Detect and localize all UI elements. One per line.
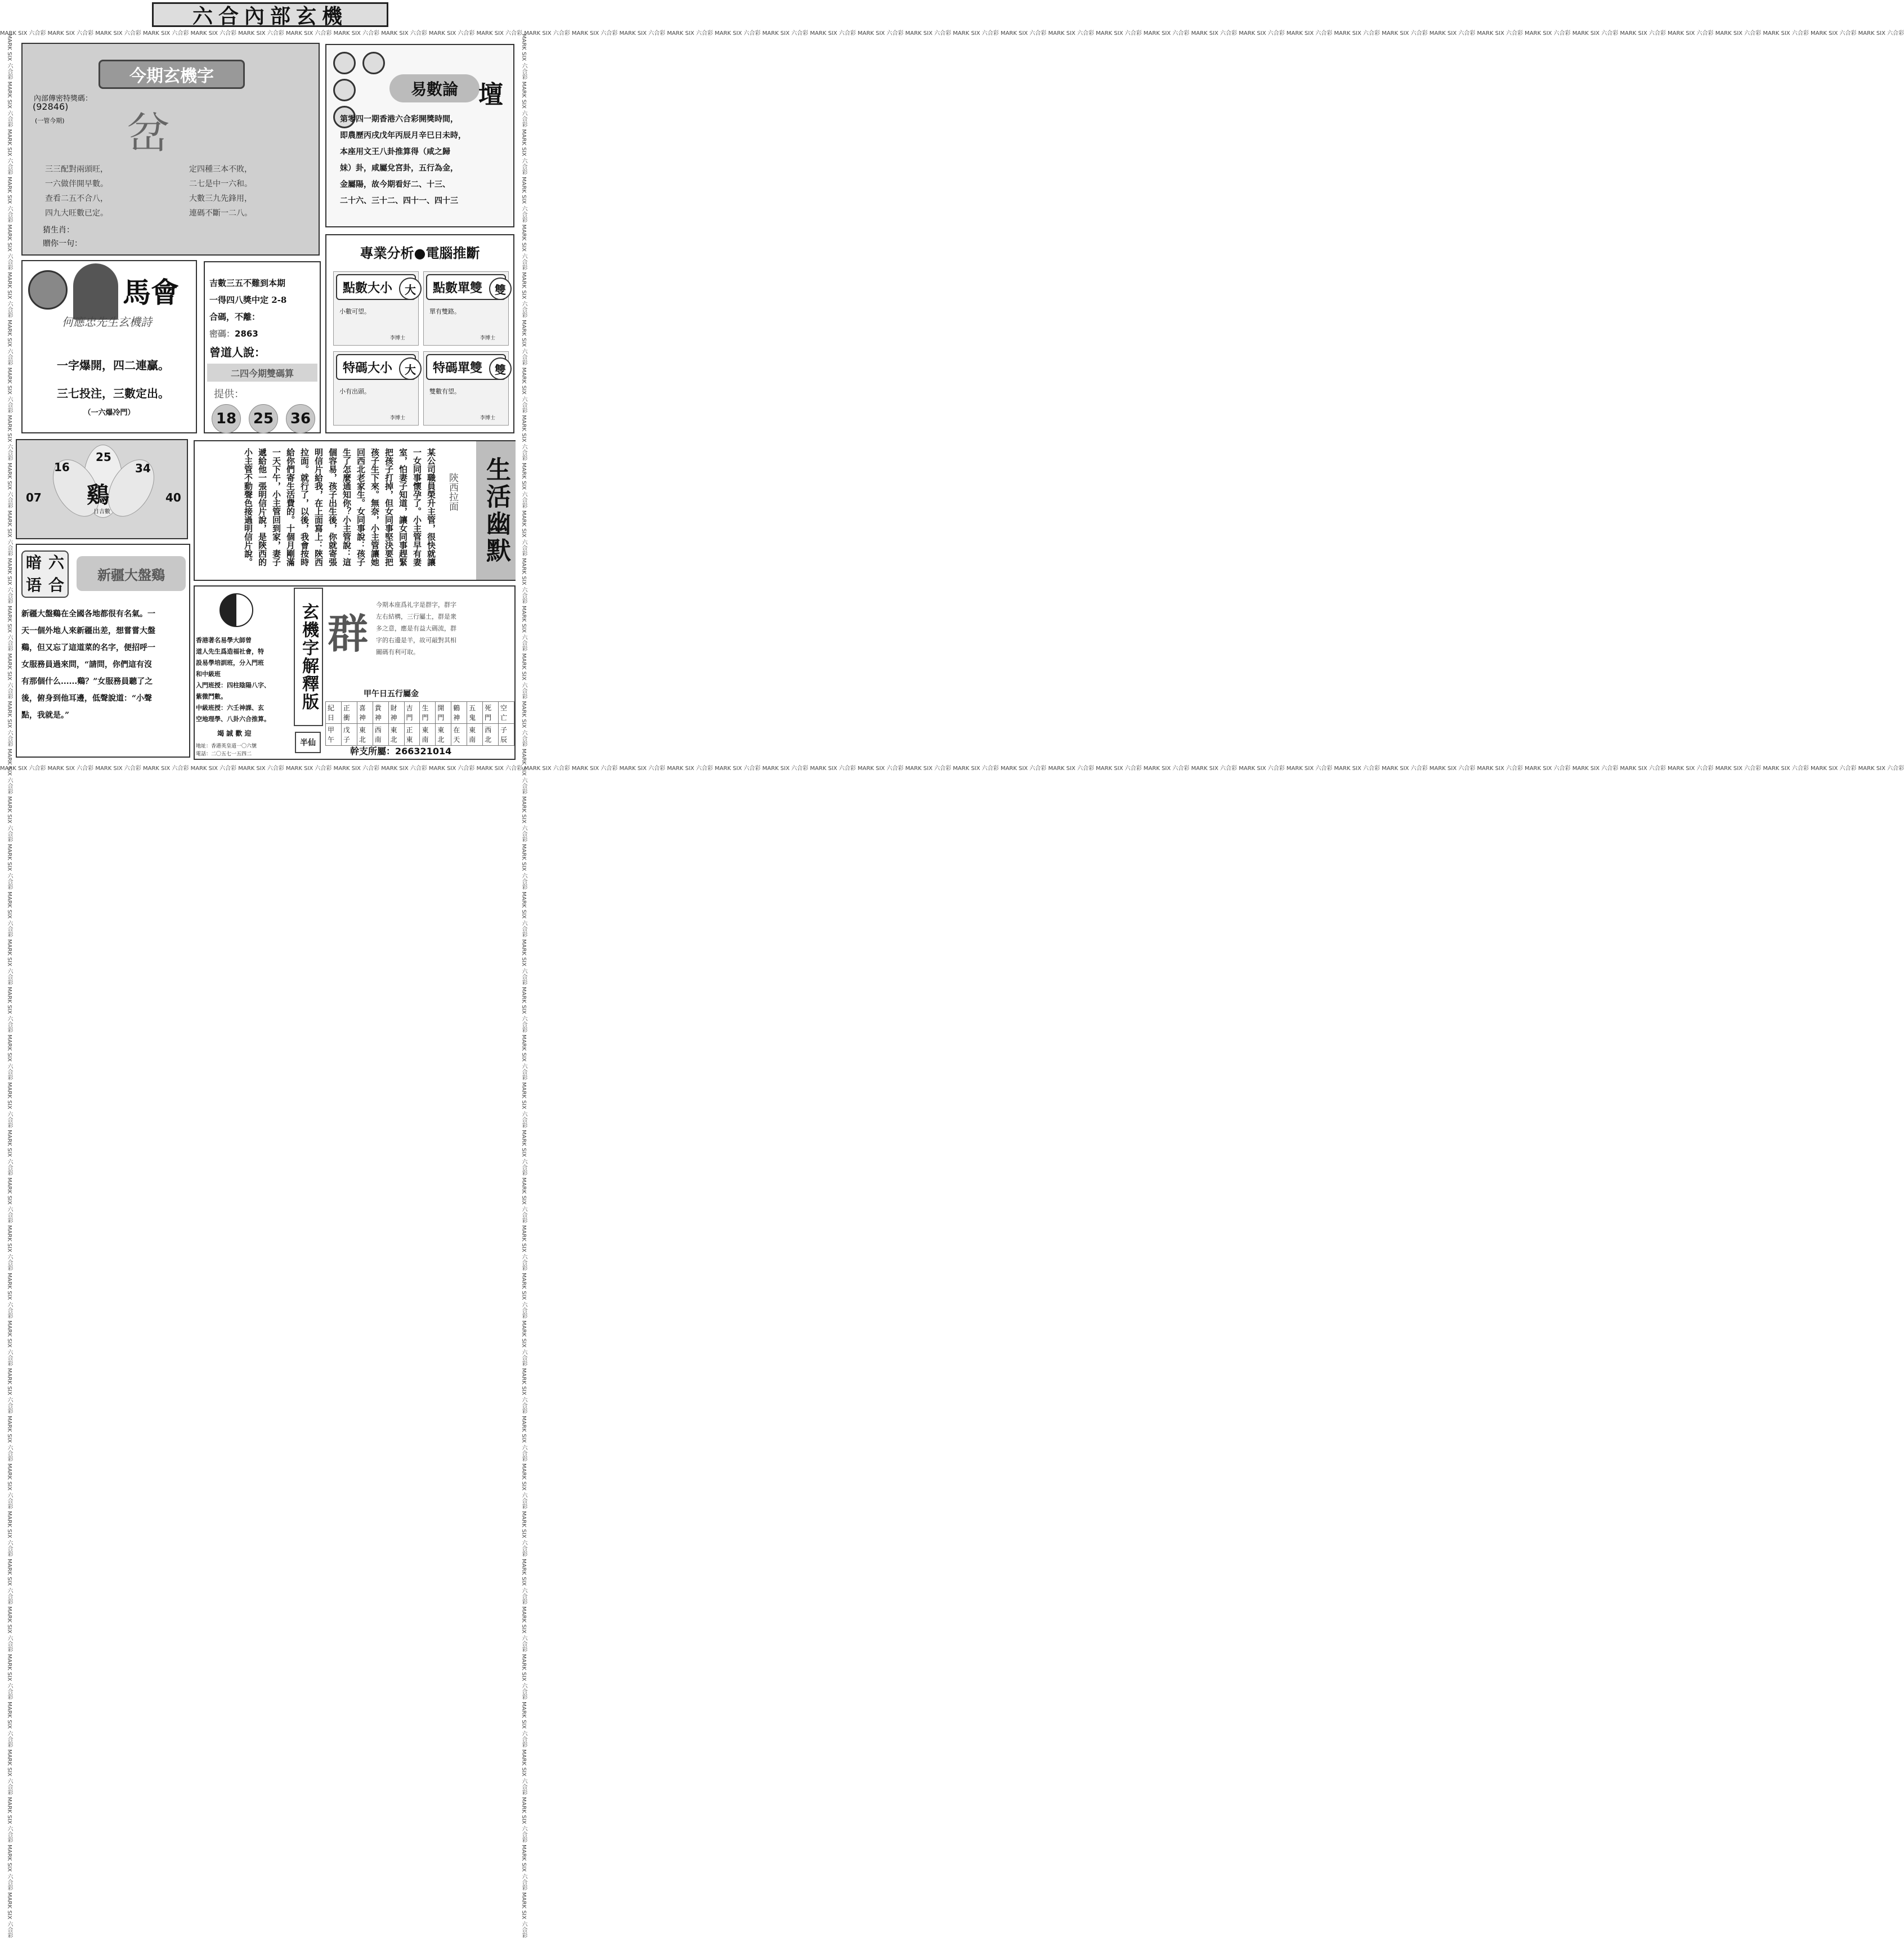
humor-column: 明信片給我，在上面寫上：陝西 [313,448,324,566]
anyu-line: 有那個什么......鷄？”女服務員聽了之 [21,677,153,686]
explain-desc [376,599,514,658]
analysis-box-badge: 雙 [489,357,512,380]
middle-shuang: 二四今期雙碼算 [207,364,317,382]
yinyang-icon [219,593,253,627]
table-cell: 在天 [451,724,467,746]
explain-master-line: 和中級班 [196,670,221,678]
xuanji-code-note: (一管今期) [35,117,65,124]
table-header: 吉門 [404,702,420,724]
analysis-box-title: 點數大小 [336,274,416,300]
humor-title: 生活幽默 [476,441,516,580]
anyu-line: 鷄，但又忘了這道菜的名字，便招呼一 [21,643,155,652]
xuanji-left-line: 一六做伴開早數。 [45,180,108,189]
analysis-box-sign: 李博士 [480,335,496,341]
humor-panel [194,440,516,581]
coin-icon [333,52,356,74]
mahui-note: （一六爆冷門） [83,409,135,417]
table-header: 喜神 [357,702,373,724]
anyu-badge-char: 六 [48,553,64,572]
explain-footer [350,744,451,757]
table-header: 空亡 [498,702,514,724]
analysis-title: 專業分析●電腦推斷 [360,245,480,261]
number-ball: 36 [286,404,315,433]
analysis-box-text: 小有出頭。 [339,388,370,395]
table-header: 貴神 [373,702,388,724]
table-cell: 正東 [404,724,420,746]
yishu-line: 本座用文王八卦推算得（咸之歸 [340,147,450,156]
explain-master-line: 香港著名易學大師曾 [196,637,252,644]
middle-panel [204,261,321,433]
mahui-poem-line: 一字爆開，四二連贏。 [57,359,169,372]
anyu-badge-char: 合 [48,576,64,594]
anyu-line: 新疆大盤鷄在全國各地都很有名氣。一 [21,610,155,619]
humor-column: 小主管不動聲色接過明信片說。 [243,448,253,566]
number-ball: 18 [212,404,241,433]
anyu-line: 女服務員過來問，“請問，你們這有沒 [21,660,153,669]
anyu-line: 天一個外地人來新疆出差，想嘗嘗大盤 [21,626,155,635]
table-header: 死門 [483,702,499,724]
border-left: MARK SIX 六合彩 MARK SIX 六合彩 MARK SIX 六合彩 MARK SIX 六合彩 MARK SIX 六合彩 MARK SIX 六合彩 MARK SIX 六合彩 MARK SIX 六合彩 MARK SIX 六合彩 MARK SIX 六合彩 MARK SIX 六合彩 MARK SIX 六合彩 MARK SIX 六合彩 MARK SIX 六合彩 MARK SIX 六合彩 MARK SIX 六合彩 MARK SIX 六合彩 MARK SIX 六合彩 MARK SIX 六合彩 MARK SIX 六合彩 MARK SIX 六合彩 MARK SIX 六合彩 MARK SIX 六合彩 MARK SIX 六合彩 MARK SIX 六合彩 MARK SIX 六合彩 MARK SIX 六合彩 MARK SIX 六合彩 MARK SIX 六合彩 MARK SIX 六合彩 MARK SIX 六合彩 MARK SIX 六合彩 MARK SIX 六合彩 MARK SIX 六合彩 MARK SIX 六合彩 MARK SIX 六合彩 MARK SIX 六合彩 MARK SIX 六合彩 MARK SIX 六合彩 MARK SIX 六合彩 [6,34,12,1938]
analysis-box-sign: 李博士 [390,335,406,341]
anyu-line: 點，我就是。” [21,711,70,720]
humor-column: 個容易，孩子出生後，你就寄張 [328,448,338,566]
anyu-badge-char: 暗 [25,553,42,572]
humor-columns [241,448,438,575]
explain-phone: 電話：二〇五七一五四二 [196,751,252,757]
explain-master-line: 紫微鬥數。 [196,693,227,700]
explain-master [196,635,292,725]
humor-column: 一女同事懷孕了。小主管早有妻 [412,448,422,566]
analysis-box-title: 特碼單雙 [426,354,506,380]
analysis-panel [325,234,514,433]
analysis-box-sign: 李博士 [480,415,496,421]
xuanji-panel [21,43,320,256]
xuanji-left-line: 三三配對兩頭旺， [45,165,108,174]
humor-column: 某公司職員榮升主管，很快就讓 [426,448,436,566]
lotus-number: 07 [26,491,42,504]
coin-icon [333,79,356,101]
lotus-number: 40 [165,491,181,504]
explain-stamp: 半仙 [295,732,321,753]
yishu-text [340,111,512,209]
humor-column: 遞給他一張明信片說，是陝西的 [257,448,267,566]
table-header: 紀日 [326,702,342,724]
mahui-logo-icon [28,270,68,310]
analysis-box-title: 特碼大小 [336,354,416,380]
explain-footer-value: 266321014 [395,746,452,757]
explain-desc-line: 字的右邊是羊，故可敲對其相 [376,637,456,644]
lotus-number: 34 [135,462,151,475]
middle-secret-value: 2863 [235,329,258,339]
humor-column: 給你們寄生活費的。十個月剛滿 [285,448,295,566]
coin-icon [362,52,385,74]
table-cell: 甲午 [326,724,342,746]
border-right: MARK SIX 六合彩 MARK SIX 六合彩 MARK SIX 六合彩 MARK SIX 六合彩 MARK SIX 六合彩 MARK SIX 六合彩 MARK SIX 六合彩 MARK SIX 六合彩 MARK SIX 六合彩 MARK SIX 六合彩 MARK SIX 六合彩 MARK SIX 六合彩 MARK SIX 六合彩 MARK SIX 六合彩 MARK SIX 六合彩 MARK SIX 六合彩 MARK SIX 六合彩 MARK SIX 六合彩 MARK SIX 六合彩 MARK SIX 六合彩 MARK SIX 六合彩 MARK SIX 六合彩 MARK SIX 六合彩 MARK SIX 六合彩 MARK SIX 六合彩 MARK SIX 六合彩 MARK SIX 六合彩 MARK SIX 六合彩 MARK SIX 六合彩 MARK SIX 六合彩 MARK SIX 六合彩 MARK SIX 六合彩 MARK SIX 六合彩 MARK SIX 六合彩 MARK SIX 六合彩 MARK SIX 六合彩 MARK SIX 六合彩 MARK SIX 六合彩 MARK SIX 六合彩 MARK SIX 六合彩 [521,34,527,1938]
humor-column: 回西北老家生。女同事說：孩子 [356,448,366,566]
explain-master-line: 設易學培訓班，分入門班 [196,659,264,666]
border-bottom: MARK SIX 六合彩 MARK SIX 六合彩 MARK SIX 六合彩 MARK SIX 六合彩 MARK SIX 六合彩 MARK SIX 六合彩 MARK SIX 六合彩 MARK SIX 六合彩 MARK SIX 六合彩 MARK SIX 六合彩 MARK SIX 六合彩 MARK SIX 六合彩 MARK SIX 六合彩 MARK SIX 六合彩 MARK SIX 六合彩 MARK SIX 六合彩 MARK SIX 六合彩 MARK SIX 六合彩 MARK SIX 六合彩 MARK SIX 六合彩 MARK SIX 六合彩 MARK SIX 六合彩 MARK SIX 六合彩 MARK SIX 六合彩 MARK SIX 六合彩 MARK SIX 六合彩 MARK SIX 六合彩 MARK SIX 六合彩 MARK SIX 六合彩 MARK SIX 六合彩 MARK SIX 六合彩 MARK SIX 六合彩 MARK SIX 六合彩 MARK SIX 六合彩 MARK SIX 六合彩 MARK SIX 六合彩 MARK SIX 六合彩 MARK SIX 六合彩 MARK SIX 六合彩 MARK SIX 六合彩 [0,766,1904,772]
analysis-box-title: 點數單雙 [426,274,506,300]
middle-provide: 提供： [214,388,244,400]
explain-address: 地址：香港英皇道一〇六號 [196,744,257,749]
humor-column: 一天下午，小主管回到家，妻子 [271,448,281,566]
explain-panel [194,585,516,760]
humor-column: 孩子生下來。無奈，小主管讓她 [370,448,380,566]
table-header: 五鬼 [467,702,483,724]
explain-table-title: 甲午日五行屬金 [364,690,419,699]
lotus-panel [16,439,188,539]
yishu-title: 易數論 [389,74,480,102]
mahui-portrait [73,263,118,320]
yishu-title-big: 壇 [478,80,503,109]
analysis-box-text: 小數可望。 [339,308,370,315]
middle-secret-label: 密碼： [209,329,235,339]
xuanji-guess-label: 猜生肖： [43,226,74,235]
yishu-panel [325,44,514,227]
explain-master-line: 中級班授：六壬神課、玄 [196,704,264,711]
table-cell: 子辰 [498,724,514,746]
middle-text [209,275,320,325]
table-row [326,724,514,746]
yishu-line: 妹）卦，咸屬兌宮卦，五行為金， [340,164,458,173]
xuanji-right-line: 二七是中一六和。 [189,180,252,189]
xuanji-left-line: 四九大旺數已定。 [45,209,108,218]
analysis-box [333,271,419,346]
middle-line: 吉數三五不難到本期 [209,278,286,288]
middle-line: 一得四八獎中定 2-8 [209,295,287,305]
table-cell: 戊子 [341,724,357,746]
xuanji-left-lines [45,162,169,221]
humor-column: 生了怎麼通知你？小主管說：這 [342,448,352,566]
table-cell: 東南 [420,724,436,746]
xuanji-right-line: 連碼不斷一二八。 [189,209,252,218]
xuanji-banner: 今期玄機字 [98,60,245,89]
middle-line: 合碼，不離： [209,312,261,322]
explain-master-line: 入門班授：四柱陰陽八字、 [196,682,270,689]
explain-welcome: 竭 誠 歡 迎 [217,729,252,737]
xuanji-right-line: 定四種三本不敗， [189,165,252,174]
anyu-badge [21,550,69,598]
table-header: 生門 [420,702,436,724]
xuanji-intro-label: 內部傳密特獎碼： [34,95,93,103]
explain-master-line: 空地理學、八卦六合推算。 [196,715,270,723]
anyu-panel [16,544,190,758]
mahui-panel [21,260,197,433]
xuanji-right-lines [189,162,313,221]
explain-desc-line: 關碼有利可取。 [376,648,419,656]
explain-desc-line: 今期本座爲礼字是群字，群字 [376,601,456,608]
table-cell: 西北 [483,724,499,746]
middle-daoren: 曾道人說： [209,346,266,359]
analysis-box [423,271,509,346]
table-header: 正衝 [341,702,357,724]
mahui-title: 馬會 [123,276,179,309]
table-row [326,702,514,724]
yishu-line: 即農歷丙戌戊年丙辰月辛巳日未時， [340,131,466,140]
wuxing-table [325,701,514,746]
mahui-poem [37,351,189,408]
table-header: 鶴神 [451,702,467,724]
analysis-box [423,351,509,426]
anyu-badge-char: 语 [25,576,42,594]
yishu-line: 二十六、三十二、四十一、四十三 [340,196,458,205]
analysis-box-sign: 李博士 [390,415,406,421]
table-header: 財神 [388,702,404,724]
table-cell: 西南 [373,724,388,746]
analysis-box-badge: 大 [399,357,422,380]
mahui-poem-line: 三七投注，三數定出。 [57,387,169,400]
humor-story-title: 陝西拉面 [447,473,458,511]
table-cell: 東北 [357,724,373,746]
border-top: MARK SIX 六合彩 MARK SIX 六合彩 MARK SIX 六合彩 MARK SIX 六合彩 MARK SIX 六合彩 MARK SIX 六合彩 MARK SIX 六合彩 MARK SIX 六合彩 MARK SIX 六合彩 MARK SIX 六合彩 MARK SIX 六合彩 MARK SIX 六合彩 MARK SIX 六合彩 MARK SIX 六合彩 MARK SIX 六合彩 MARK SIX 六合彩 MARK SIX 六合彩 MARK SIX 六合彩 MARK SIX 六合彩 MARK SIX 六合彩 MARK SIX 六合彩 MARK SIX 六合彩 MARK SIX 六合彩 MARK SIX 六合彩 MARK SIX 六合彩 MARK SIX 六合彩 MARK SIX 六合彩 MARK SIX 六合彩 MARK SIX 六合彩 MARK SIX 六合彩 MARK SIX 六合彩 MARK SIX 六合彩 MARK SIX 六合彩 MARK SIX 六合彩 MARK SIX 六合彩 MARK SIX 六合彩 MARK SIX 六合彩 MARK SIX 六合彩 MARK SIX 六合彩 MARK SIX 六合彩 [0,30,1904,37]
number-ball: 25 [249,404,278,433]
xuanji-gift-label: 贈你一句： [43,239,82,248]
table-cell: 東北 [436,724,451,746]
humor-column: 拉面。就行了，以後，我會按時 [299,448,310,566]
table-header: 開門 [436,702,451,724]
analysis-box-text: 雙數有望。 [429,388,460,395]
explain-footer-label: 幹支所屬： [350,746,396,757]
xuanji-char: 岔 [127,108,169,158]
explain-vertical-title: 玄機字解釋版 [294,588,323,726]
lotus-number: 25 [96,450,111,464]
xuanji-right-line: 大數三九先鋒用， [189,194,252,203]
lotus-sub: 日吉數 [93,509,110,515]
anyu-line: 後，俯身到他耳邊，低聲說道：“小聲 [21,694,153,703]
anyu-title: 新疆大盤鷄 [77,556,186,591]
anyu-text [21,606,188,724]
xuanji-code: (92846) [33,101,69,112]
table-cell: 東北 [388,724,404,746]
xuanji-left-line: 查看二五不合八， [45,194,108,203]
lotus-number: 16 [54,460,70,474]
middle-balls [212,404,315,433]
lotus-char: 鷄 [87,482,109,508]
analysis-box-badge: 雙 [489,278,512,300]
table-cell: 東南 [467,724,483,746]
mahui-subtitle: 何應忠先生玄機詩 [62,315,152,329]
explain-char: 群 [328,610,369,657]
yishu-line: 金屬陽，故今期看好二、十三、 [340,180,450,189]
explain-master-line: 道人先生爲造福社會，特 [196,648,264,655]
middle-secret [209,328,258,339]
explain-desc-line: 多之意，應是有益大碼流，群 [376,625,456,632]
humor-column: 把孩子打掉，但女同事堅決要把 [384,448,394,566]
analysis-box-badge: 大 [399,278,422,300]
page-title: 六合內部玄機 [152,2,388,27]
yishu-line: 第零四一期香港六合彩開獎時間， [340,115,458,124]
humor-column: 室，怕妻子知道，讓女同事趕緊 [398,448,408,566]
analysis-box-text: 單有雙路。 [429,308,460,315]
analysis-box [333,351,419,426]
explain-desc-line: 左右結構，三行屬土，群是衆 [376,613,456,620]
